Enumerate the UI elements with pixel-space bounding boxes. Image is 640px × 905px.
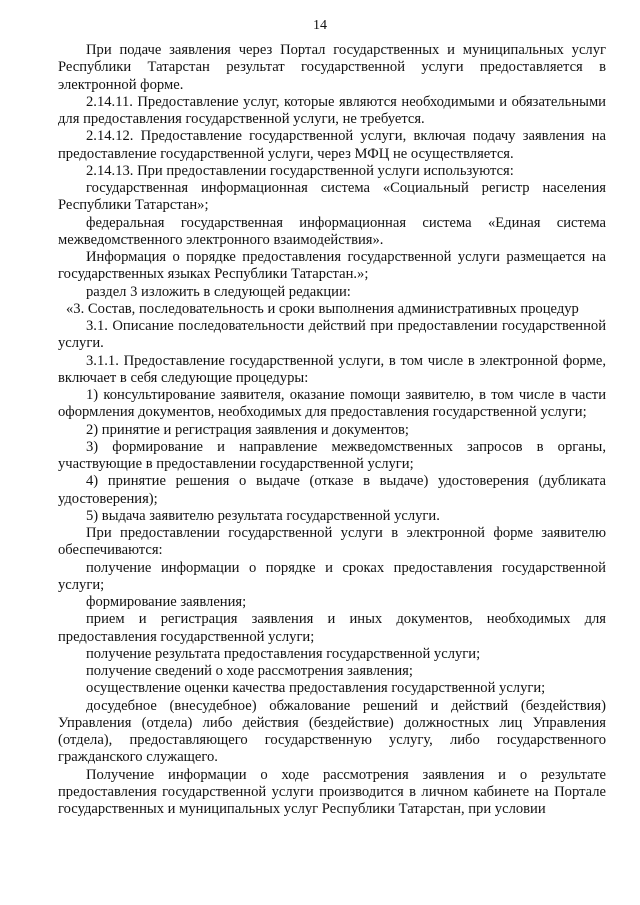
electronic-item-result: получение результата предоставления государственной услуги; xyxy=(86,645,481,662)
paragraph-2-14-12: 2.14.12. Предоставление государственной услуги, включая подачу заявления на предоставление государственной услуги, через МФЦ не осуществляется. xyxy=(58,128,606,162)
electronic-item-status: получение сведений о ходе рассмотрения заявления; xyxy=(86,663,413,679)
electronic-item-info: получение информации о порядке и сроках предоставления государственной услуги; xyxy=(58,559,606,593)
paragraph-3-1-1: 3.1.1. Предоставление государственной услуги, в том числе в электронной форме, включает в себя следующие процедуры: xyxy=(58,352,606,386)
document-body xyxy=(58,42,606,818)
electronic-item-form: формирование заявления; xyxy=(86,594,247,610)
paragraph-electronic-form: При предоставлении государственной услуги в электронной форме заявителю обеспечиваются: xyxy=(58,525,606,559)
paragraph-languages: Информация о порядке предоставления государственной услуги размещается на государственных языках Республики Татарстан.»; xyxy=(58,249,606,283)
procedure-item-3: 3) формирование и направление межведомственных запросов в органы, участвующие в предоставлении государственной услуги; xyxy=(58,438,606,472)
page-number: 14 xyxy=(313,18,327,33)
paragraph-2-14-13: 2.14.13. При предоставлении государственной услуги используются: xyxy=(86,162,514,179)
paragraph-section-3-intro: раздел 3 изложить в следующей редакции: xyxy=(86,283,351,300)
electronic-item-registration: прием и регистрация заявления и иных документов, необходимых для предоставления государственной услуги; xyxy=(58,611,606,645)
electronic-item-quality: осуществление оценки качества предоставления государственной услуги; xyxy=(86,680,546,697)
paragraph-2-14-11: 2.14.11. Предоставление услуг, которые являются необходимыми и обязательными для предоставления государственной услуги, не требуется. xyxy=(58,93,606,127)
procedure-item-4: 4) принятие решения о выдаче (отказе в выдаче) удостоверения (дубликата удостоверения); xyxy=(58,473,606,507)
procedure-item-1: 1) консультирование заявителя, оказание помощи заявителю, в том числе в части оформления документов, необходимых для предоставления государственной услуги; xyxy=(58,387,606,421)
paragraph-portal-result: При подаче заявления через Портал государственных и муниципальных услуг Республики Татарстан результат государственной услуги предоставляется в электронной форме. xyxy=(58,42,606,93)
paragraph-social-register: государственная информационная система «Социальный регистр населения Республики Татарстан»; xyxy=(58,180,606,214)
electronic-item-appeal: досудебное (внесудебное) обжалование решений и действий (бездействия) Управления (отдела) либо действия (бездействие) должностных лиц Управления (отдела), предоставляющего государственную услугу, либо государственного гражданского служащего. xyxy=(58,697,606,766)
section-3-heading: «3. Состав, последовательность и сроки выполнения административных процедур xyxy=(66,300,579,317)
procedure-item-5: 5) выдача заявителю результата государственной услуги. xyxy=(86,507,440,524)
paragraph-personal-account: Получение информации о ходе рассмотрения заявления и о результате предоставления государственной услуги производится в личном кабинете на Портале государственных и муниципальных услуг Республики Татарстан, при условии xyxy=(58,766,606,817)
paragraph-federal-system: федеральная государственная информационная система «Единая система межведомственного электронного взаимодействия». xyxy=(58,214,606,248)
procedure-item-2: 2) принятие и регистрация заявления и документов; xyxy=(86,421,409,438)
paragraph-3-1: 3.1. Описание последовательности действий при предоставлении государственной услуги. xyxy=(58,318,606,352)
